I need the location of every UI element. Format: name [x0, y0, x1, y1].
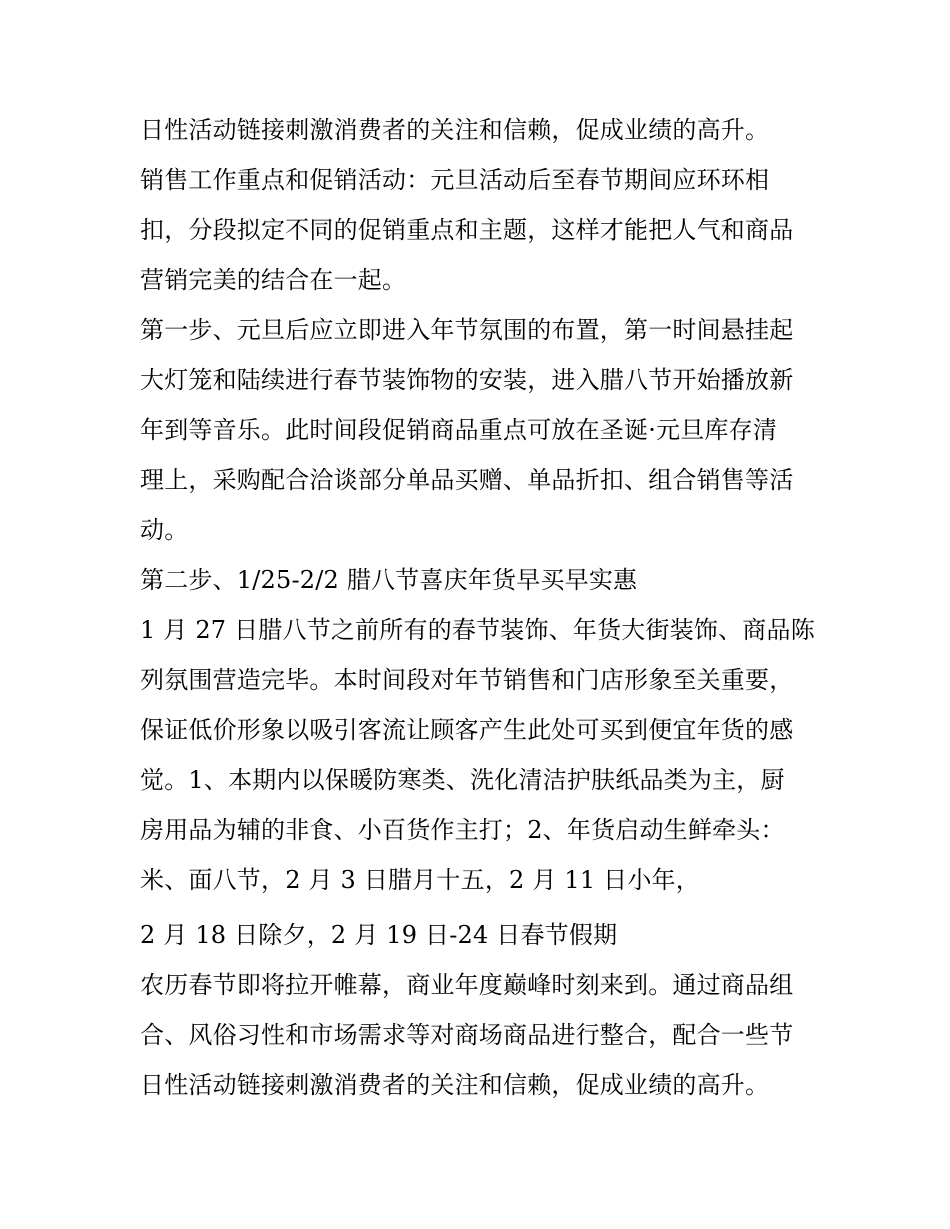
text-line: 销售工作重点和促销活动：元旦活动后至春节期间应环环相 — [140, 166, 770, 194]
text-line: 营销完美的结合在一起。 — [140, 266, 407, 294]
text-line: 合、风俗习性和市场需求等对商场商品进行整合，配合一些节 — [140, 1021, 794, 1049]
text-line: 列氛围营造完毕。本时间段对年节销售和门店形象至关重要， — [140, 666, 794, 694]
text-line: 觉。1、本期内以保暖防寒类、洗化清洁护肤纸品类为主，厨 — [140, 766, 785, 794]
text-line: 农历春节即将拉开帷幕，商业年度巅峰时刻来到。通过商品组 — [140, 971, 794, 999]
text-line: 第一步、元旦后应立即进入年节氛围的布置，第一时间悬挂起 — [140, 316, 794, 344]
text-line: 2 月 18 日除夕，2 月 19 日-24 日春节假期 — [140, 921, 618, 949]
text-line: 年到等音乐。此时间段促销商品重点可放在圣诞·元旦库存清 — [140, 416, 778, 444]
text-line: 房用品为辅的非食、小百货作主打；2、年货启动生鲜牵头： — [140, 816, 785, 844]
text-line: 米、面八节，2 月 3 日腊月十五，2 月 11 日小年， — [140, 866, 700, 894]
text-line: 扣，分段拟定不同的促销重点和主题，这样才能把人气和商品 — [140, 216, 794, 244]
text-line: 1 月 27 日腊八节之前所有的春节装饰、年货大街装饰、商品陈 — [140, 616, 815, 644]
text-line: 大灯笼和陆续进行春节装饰物的安装，进入腊八节开始播放新 — [140, 366, 794, 394]
text-line: 动。 — [140, 516, 189, 544]
text-line: 日性活动链接刺激消费者的关注和信赖，促成业绩的高升。 — [140, 116, 770, 144]
text-line: 日性活动链接刺激消费者的关注和信赖，促成业绩的高升。 — [140, 1071, 770, 1099]
text-line: 第二步、1/25-2/2 腊八节喜庆年货早买早实惠 — [140, 566, 638, 594]
text-line: 保证低价形象以吸引客流让顾客产生此处可买到便宜年货的感 — [140, 716, 794, 744]
text-line: 理上，采购配合洽谈部分单品买赠、单品折扣、组合销售等活 — [140, 466, 794, 494]
